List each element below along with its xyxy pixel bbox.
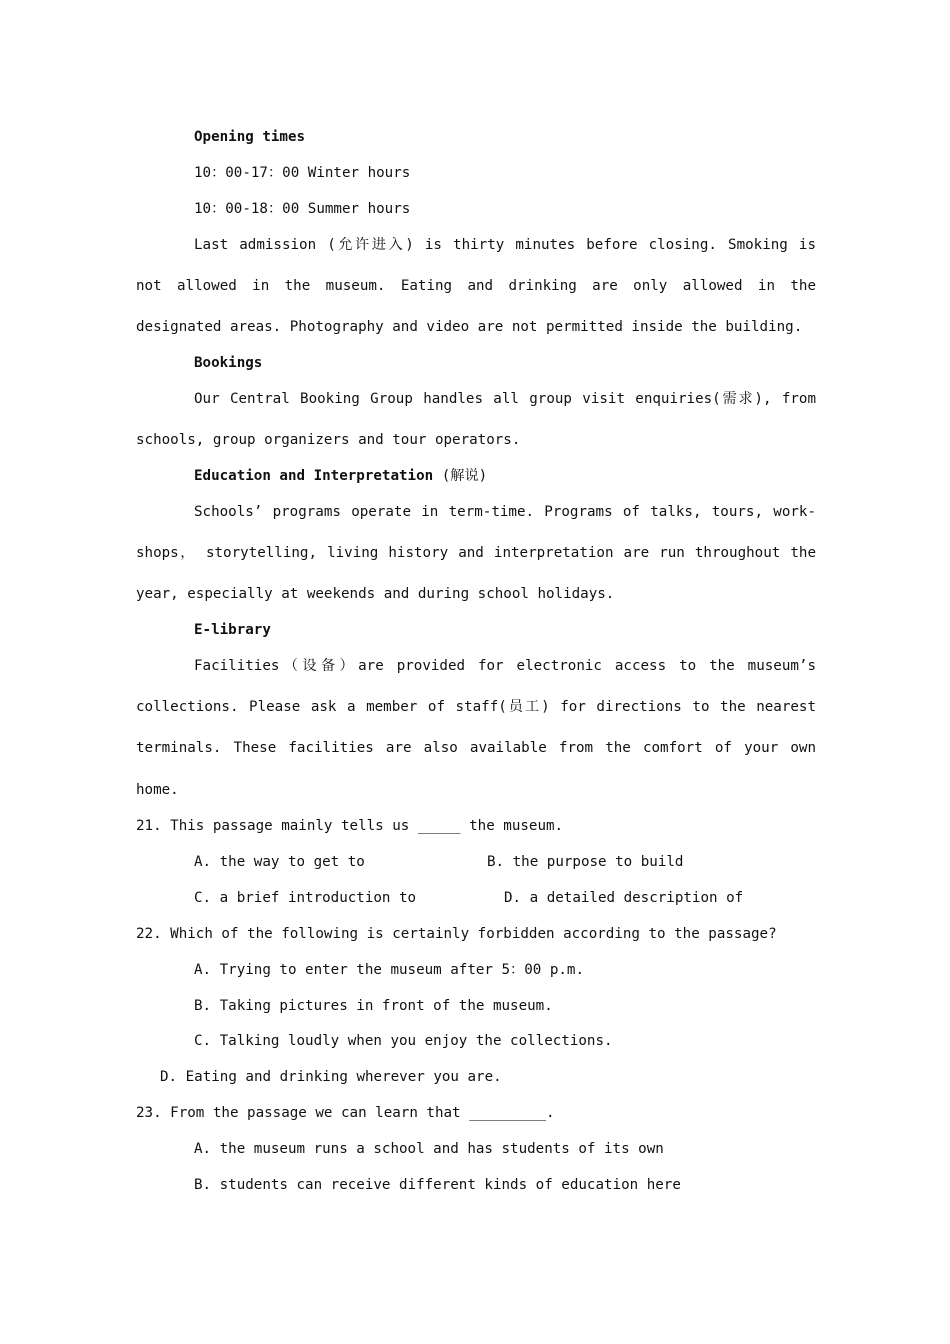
bookings-paragraph-line-1: Our Central Booking Group handles all group visit enquiries(需求), from (194, 391, 816, 407)
question-23-option-b: B. students can receive different kinds of education here (194, 1177, 681, 1193)
elibrary-paragraph-line-4: home. (136, 782, 179, 798)
question-23-stem: 23. From the passage we can learn that _________. (136, 1105, 555, 1121)
summer-hours: 10：00-18：00 Summer hours (194, 201, 411, 217)
opening-paragraph-line-3: designated areas. Photography and video are not permitted inside the building. (136, 319, 803, 335)
heading-bookings: Bookings (194, 355, 263, 371)
question-22-option-c: C. Talking loudly when you enjoy the collections. (194, 1033, 613, 1049)
heading-education-text: Education and Interpretation (194, 468, 434, 484)
question-23-option-a: A. the museum runs a school and has students of its own (194, 1141, 664, 1157)
question-21-option-b: B. the purpose to build (487, 854, 684, 870)
education-paragraph-line-3: year, especially at weekends and during school holidays. (136, 586, 615, 602)
elibrary-paragraph-line-2: collections. Please ask a member of staff(员工) for directions to the nearest (136, 699, 816, 715)
elibrary-paragraph-line-3: terminals. These facilities are also available from the comfort of your own (136, 740, 816, 756)
opening-paragraph-line-1: Last admission (允许进入) is thirty minutes before closing. Smoking is (194, 237, 816, 253)
education-paragraph-line-1: Schools’ programs operate in term-time. Programs of talks, tours, work- (194, 504, 816, 520)
education-paragraph-line-2: shops， storytelling, living history and interpretation are run throughout the (136, 545, 816, 561)
question-22-option-d: D. Eating and drinking wherever you are. (160, 1069, 502, 1085)
question-22-stem: 22. Which of the following is certainly forbidden according to the passage? (136, 926, 777, 942)
question-21-option-d: D. a detailed description of (504, 890, 744, 906)
opening-paragraph-line-2: not allowed in the museum. Eating and drinking are only allowed in the (136, 278, 816, 294)
heading-education-cn: (解说) (441, 468, 488, 484)
heading-elibrary: E-library (194, 622, 271, 638)
question-22-option-b: B. Taking pictures in front of the museum. (194, 998, 553, 1014)
bookings-paragraph-line-2: schools, group organizers and tour operators. (136, 432, 521, 448)
question-21-option-a: A. the way to get to (194, 854, 365, 870)
elibrary-paragraph-line-1: Facilities（设备）are provided for electronic access to the museum’s (194, 658, 816, 674)
winter-hours: 10：00-17：00 Winter hours (194, 165, 411, 181)
question-22-option-a: A. Trying to enter the museum after 5：00 p.m. (194, 962, 585, 978)
heading-education (194, 466, 816, 486)
question-21-option-c: C. a brief introduction to (194, 890, 417, 906)
question-21-stem: 21. This passage mainly tells us _____ the museum. (136, 818, 564, 834)
heading-opening-times: Opening times (194, 129, 306, 145)
